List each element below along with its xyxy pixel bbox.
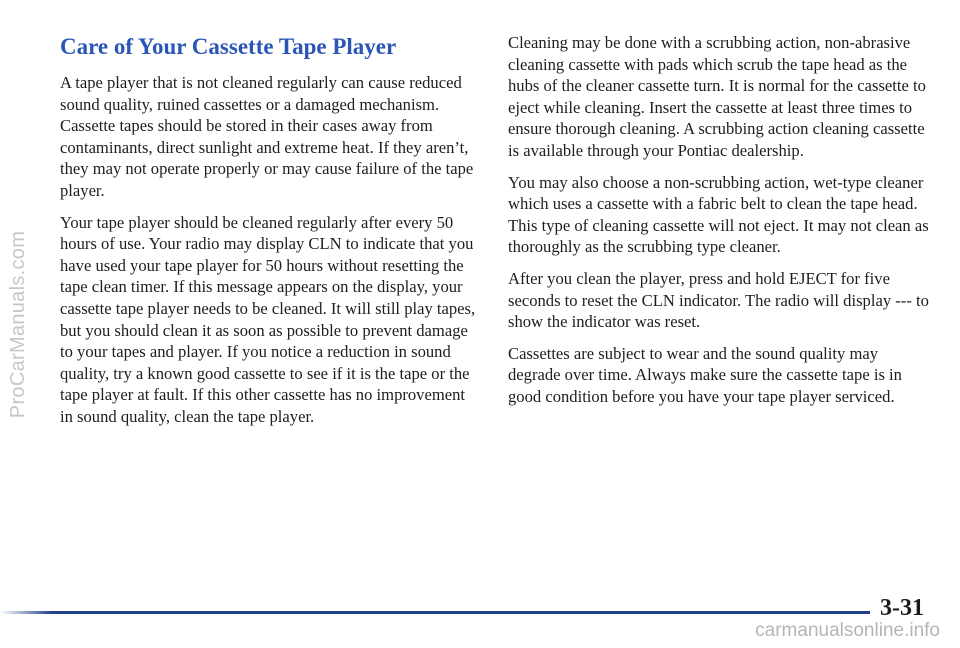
paragraph-scrubbing-cleaner: Cleaning may be done with a scrubbing action, non-abrasive cleaning cassette with pads which scrub the tape head as the hubs of the cleaner cassette turn. It is normal for the cassette to eject while cleaning. Insert the cassette at least three times to ensure thorough cleaning. A scrubbing action cleaning cassette is available through your Pontiac dealership.	[508, 33, 926, 160]
section-title: Care of Your Cassette Tape Player	[60, 34, 397, 59]
side-watermark	[2, 0, 36, 648]
paragraph-care-intro: A tape player that is not cleaned regularly can cause reduced sound quality, ruined cassettes or a damaged mechanism. Cassette tapes should be stored in their cases away from contaminants, direct sunlight and extreme heat. If they aren’t, they may not operate properly or may cause failure of the tape player.	[60, 73, 474, 200]
footer-rule	[0, 611, 870, 614]
paragraph-cassette-wear: Cassettes are subject to wear and the sound quality may degrade over time. Always make sure the cassette tape is in good condition before you have your tape player serviced.	[508, 343, 902, 406]
paragraph-wet-type-cleaner: You may also choose a non-scrubbing action, wet-type cleaner which uses a cassette with a fabric belt to clean the tape head. This type of cleaning cassette will not eject. It may not clean as thoroughly as the scrubbing type cleaner.	[508, 172, 929, 257]
bottom-watermark: carmanualsonline.info	[755, 620, 940, 641]
page-number: 3-31	[880, 595, 924, 621]
right-column	[508, 32, 930, 418]
side-watermark-text: ProCarManuals.com	[7, 230, 30, 418]
paragraph-reset-indicator: After you clean the player, press and hold EJECT for five seconds to reset the CLN indicator. The radio will display --- to show the indicator was reset.	[508, 268, 929, 332]
left-column	[60, 32, 480, 438]
paragraph-cleaning-schedule: Your tape player should be cleaned regularly after every 50 hours of use. Your radio may display CLN to indicate that you have used your tape player for 50 hours without resetting the tape clean timer. If this message appears on the display, your cassette tape player needs to be cleaned. It will still play tapes, but you should clean it as soon as possible to prevent damage to your tapes and player. If you notice a reduction in sound quality, try a known good cassette to see if it is the tape or the tape player at fault. If this other cassette has no improvement in sound quality, clean the tape player.	[60, 212, 476, 426]
